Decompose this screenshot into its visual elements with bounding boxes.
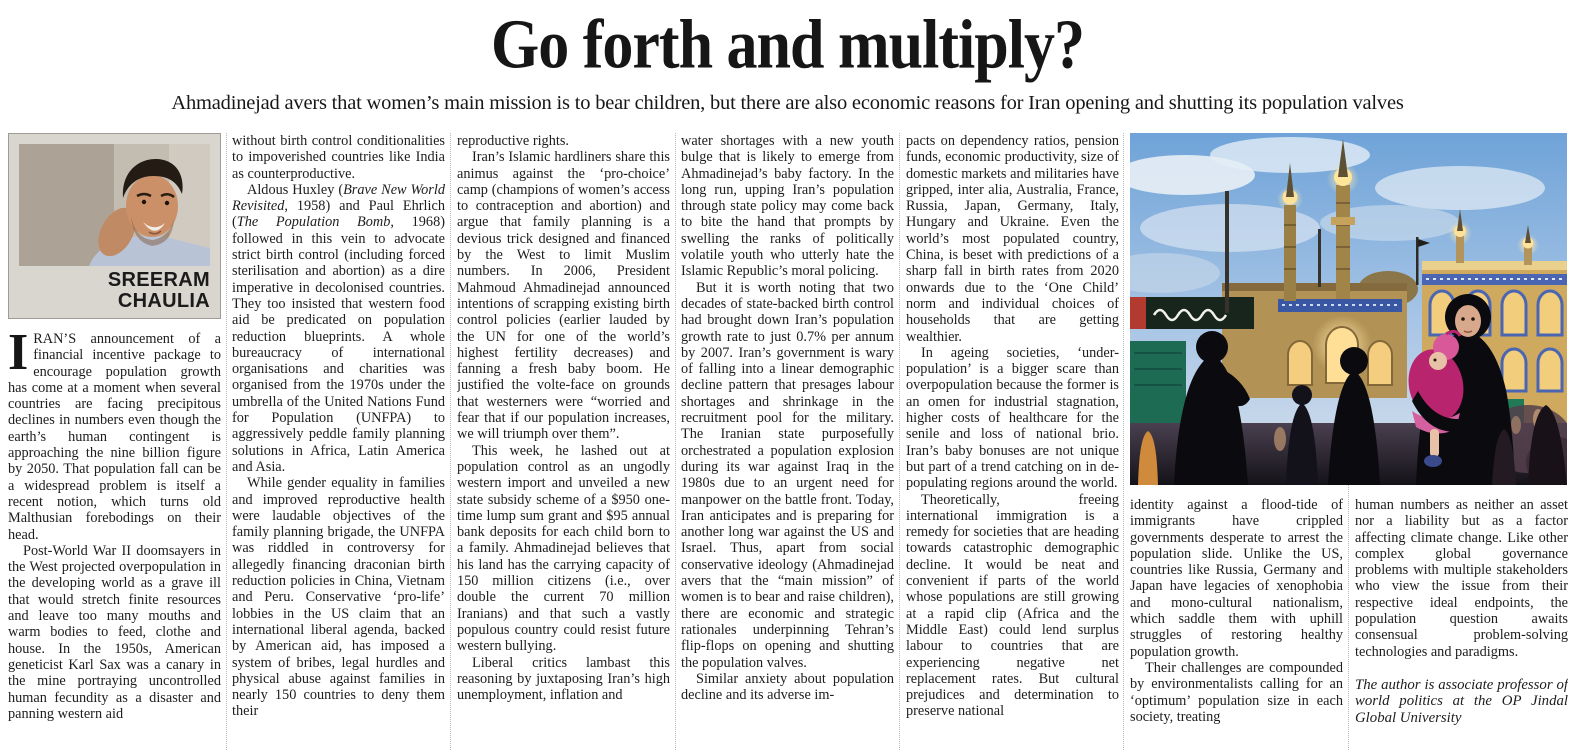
article-column-2 — [232, 133, 445, 748]
article-paragraph: identity against a flood-tide of immigrants have crippled governments desperate to arrest the population slide. Unlike the US, countries like Russia, Germany and Japan have legacies of xenophobia and mono-cultural nationalism, which saddle them with uphill struggles of restoring healthy population growth. — [1130, 497, 1343, 660]
article-paragraph: Their challenges are compounded by environmentalists calling for an ‘optimum’ population size in each society, treating — [1130, 659, 1343, 725]
article-paragraph: Iran’s Islamic hardliners share this animus against the ‘pro-choice’ camp (champions of women’s access to contraception and abortion) and argue that family planning is a devious trick designed and financed by the West to limit Muslim numbers. In 2006, President Mahmoud Ahmadinejad announced intentions of scrapping existing birth control policies (earlier lauded by the UN for one of the world’s highest fertility decreases) and fanning a fresh baby boom. He justified the volte-face on grounds that westerners were “worried and fear that if our population increases, we will triumph over them”. — [457, 149, 670, 443]
article-paragraph: Post-World War II doomsayers in the West projected overpopulation in the developing world as a grave ill that would stretch finite resources and leave too many mouths and warm bodies to feed, clothe and house. In the 1950s, American geneticist Karl Sax was a canary in the mine portraying uncontrolled human fecundity as a disaster and panning western aid — [8, 542, 221, 722]
drop-cap: I — [8, 324, 29, 381]
mosque-scene-illustration — [1130, 133, 1567, 485]
column-divider — [226, 133, 227, 750]
column-divider — [899, 133, 900, 750]
author-first-name: SREERAM — [107, 269, 210, 291]
author-photo — [19, 144, 210, 266]
article-paragraph: In ageing societies, ‘under-population’ is a bigger scare than overpopulation because the former is an omen for industrial stagnation, higher costs of healthcare for the senile and loss of national brio. Iran’s baby bonuses are not unique but part of a trend catching on in de-populating regions around the world. — [906, 344, 1119, 492]
article-paragraph: Liberal critics lambast this reasoning by juxtaposing Iran’s high unemployment, inflation and — [457, 654, 670, 704]
article-paragraph: Similar anxiety about population decline and its adverse im- — [681, 670, 894, 704]
column-divider — [675, 133, 676, 750]
article-paragraph: reproductive rights. — [457, 133, 569, 149]
article-paragraph: without birth control conditionalities to impoverished countries like India as counterproductive. — [232, 133, 445, 182]
article-column-4 — [681, 133, 894, 748]
article-paragraph: IRAN’S announcement of a financial incentive package to encourage population growth has come at a moment when several countries are facing precipitous declines in numbers even though the earth’s human contingent is approaching the nine billion figure by 2050. That population fall can be a widespread problem is itself a recent notion, which turns old Malthusian forebodings on their head. — [8, 324, 221, 543]
author-bio: The author is associate professor of world politics at the OP Jindal Global University — [1355, 676, 1568, 726]
article-column-5 — [906, 133, 1119, 748]
article-paragraph: This week, he lashed out at population control as an ungodly western import and unveiled a new state subsidy scheme of a $950 one-time lump sum grant and $95 annual bank deposits for each child born to a family. Ahmadinejad believes that his land has the carrying capacity of 150 million citizens (i.e., over double the current 70 million Iranians) and that such a vastly populous country could resist future western bullying. — [457, 442, 670, 655]
headline: Go forth and multiply? — [491, 7, 1084, 84]
article-column-3 — [457, 133, 670, 748]
article-paragraph: But it is worth noting that two decades of state-backed birth control had brought down Iran’s population growth rate to just 0.7% per annum by 2007. Iran’s government is wary of falling into a linear demographic decline pattern that presages labour shortages and shrinkage in the recruitment pool for the military. The Iranian state purposefully orchestrated a population explosion during its war against Iraq in the 1980s due to an urgent need for manpower on the battle front. Today, Iran anticipates and is preparing for another long war against the US and Israel. Thus, apart from social conservative ideology (Ahmadinejad avers that the “main mission” of women is to bear and raise children), there are economic and strategic rationales underpinning Tehran’s flip-flops on opening and shutting the population valves. — [681, 279, 894, 671]
deck: Ahmadinejad avers that women’s main mission is to bear children, but there are also economic reasons for Iran opening and shutting its population valves — [171, 92, 1404, 114]
author-last-name: CHAULIA — [117, 290, 210, 312]
author-name — [19, 270, 210, 312]
article-column-1 — [8, 133, 221, 748]
article-paragraph: Theoretically, freeing international immigration is a remedy for societies that are heading towards catastrophic demographic decline. It would be neat and convenient if parts of the world whose populations are still growing at a rapid clip (Africa and the Middle East) could lend surplus labour to countries that are experiencing negative net replacement rates. But cultural prejudices and determination to preserve national — [906, 491, 1119, 720]
article-photo — [1130, 133, 1567, 485]
article-paragraph: While gender equality in families and improved reproductive health were laudable objectives of the family planning brigade, the UNFPA was riddled in controversy for allegedly financing draconian birth reduction policies in China, Vietnam and Peru. Conservative ‘pro-life’ lobbies in the US claim that an international liberal agenda, backed by American aid, has imposed a system of bribes, legal hurdles and physical abuse against families in nearly 150 countries to deny them their — [232, 475, 445, 720]
article-column-7 — [1355, 497, 1568, 750]
author-card — [8, 133, 221, 319]
column-divider — [1123, 133, 1124, 750]
column-divider — [450, 133, 451, 750]
article-paragraph: water shortages with a new youth bulge that is likely to emerge from Ahmadinejad’s baby factory. In the long run, upping Iran’s population through state policy may come back to bite the hand that prompts by swelling the ranks of politically volatile youth who utterly hate the Islamic Republic’s moral policing. — [681, 133, 894, 280]
article-paragraph: Aldous Huxley (Brave New World Revisited, 1958) and Paul Ehrlich (The Population Bomb, 1968) followed in this vein to advocate strict birth control (including forced sterilisation and abortion) as a dire imperative in decolonised countries. They too insisted that western food aid be predicated on population reduction blueprints. A whole bureaucracy of international organisations and charities was organised from the 1970s under the umbrella of the United Nations Fund for Population (UNFPA) to aggressively peddle family planning solutions in Africa, Latin America and Asia. — [232, 181, 445, 475]
article-column-6 — [1130, 497, 1343, 750]
article-paragraph: human numbers as neither an asset nor a liability but as a factor affecting climate change. Like other complex global governance problems with multiple stakeholders who view the issue from their respective ideal endpoints, the population question awaits consensual problem-solving technologies and paradigms. — [1355, 497, 1568, 660]
article-paragraph: pacts on dependency ratios, pension funds, economic productivity, size of domestic markets and militaries have gripped, inter alia, Australia, France, Russia, Japan, Germany, Italy, Hungary and Ukraine. Even the world’s most populated country, China, is beset with predictions of a sharp fall in birth rates from 2020 onwards due to the ‘One Child’ norm and individual choices of households that are getting wealthier. — [906, 133, 1119, 345]
